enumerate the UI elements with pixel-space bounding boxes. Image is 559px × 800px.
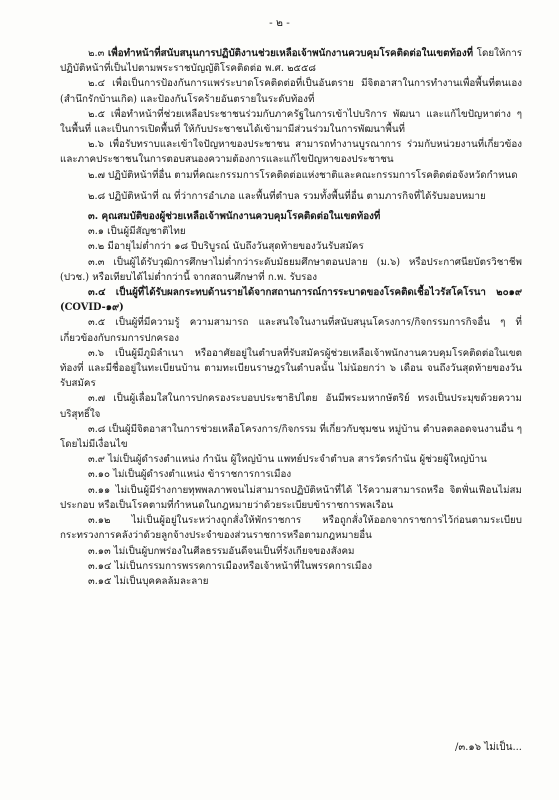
text-segment: ๓. คุณสมบัติของผู้ช่วยเหลือเจ้าพนักงานควบคุมโรคติดต่อในเขตท้องที่ (88, 211, 381, 223)
text-segment: ๒.๓ (88, 48, 108, 59)
paragraph-p10 (60, 255, 522, 285)
paragraph-p6 (60, 189, 522, 204)
paragraph-p13 (60, 346, 522, 392)
paragraph-p2 (60, 76, 522, 106)
text-segment: ๓.๑๒ ไม่เป็นผู้อยู่ในระหว่างถูกสั่งให้พักราชการ หรือถูกสั่งให้ออกจากราชการไว้ก่อนตามระเบียบกระทรวงการคลังว่าด้วยลูกจ้างประจำของส่วนราชการหรือตามกฎหมายอื่น (60, 515, 522, 542)
paragraph-p20 (60, 544, 522, 559)
paragraph-p4 (60, 137, 522, 167)
paragraph-p21 (60, 559, 522, 574)
paragraph-p18 (60, 483, 522, 513)
text-segment: ๒.๘ ปฏิบัติหน้าที่ ณ ที่ว่าการอำเภอ และพื้นที่ตำบล รวมทั้งพื้นที่อื่น ตามภารกิจที่ได้รับมอบหมาย (88, 190, 486, 202)
text-segment: ๓.๖ เป็นผู้มีภูมิลำเนา หรืออาศัยอยู่ในตำบลที่รับสมัครผู้ช่วยเหลือเจ้าพนักงานควบคุมโรคติดต่อในเขตท้องที่ และมีชื่ออยู่ในทะเบียนบ้าน ตามทะเบียนราษฎรในตำบลนั้น ไม่น้อยกว่า ๖ เดือน จนถึงวันสุดท้ายของวันรับสมัคร (60, 347, 522, 390)
text-segment: เพื่อทำหน้าที่สนับสนุนการปฏิบัติงานช่วยเหลือเจ้าพนักงานควบคุมโรคติดต่อในเขตท้องที่ (107, 48, 474, 59)
paragraph-p17 (60, 467, 522, 482)
text-segment: ๓.๑๑ ไม่เป็นผู้มีร่างกายทุพพลภาพจนไม่สามารถปฏิบัติหน้าที่ได้ ไร้ความสามารถหรือ จิตฟั่นเฟือนไม่สมประกอบ หรือเป็นโรคตามที่กำหนดในกฎหมายว่าด้วยระเบียบข้าราชการพลเรือน (60, 484, 522, 511)
text-segment: ๓.๙ ไม่เป็นผู้ดำรงตำแหน่ง กำนัน ผู้ใหญ่บ้าน แพทย์ประจำตำบล สารวัตรกำนัน ผู้ช่วยผู้ใหญ่บ้าน (88, 454, 487, 466)
text-segment: ๓.๑ เป็นผู้มีสัญชาติไทย (88, 226, 186, 238)
paragraph-p12 (60, 315, 522, 345)
continuation-note: /๓.๑๖ ไม่เป็น... (454, 742, 522, 753)
text-segment: ๒.๕ เพื่อทำหน้าที่ช่วยเหลือประชาชนร่วมกับภาครัฐในการเข้าไปบริการ พัฒนา และแก้ไขปัญหาต่าง ๆ ในพื้นที่ และเป็นการเปิดพื้นที่ ให้กับประชาชนได้เข้ามามีส่วนร่วมในการพัฒนาพื้นที่ (60, 108, 522, 136)
text-segment: ๓.๓ เป็นผู้ได้รับวุฒิการศึกษาไม่ต่ำกว่าระดับมัธยมศึกษาตอนปลาย (ม.๖) หรือประกาศนียบัตรวิชาชีพ (ปวช.) หรือเทียบได้ไม่ต่ำกว่านี้ จากสถานศึกษาที่ ก.พ. รับรอง (60, 256, 522, 283)
paragraph-p9 (60, 239, 522, 254)
text-segment: ๓.๑๐ ไม่เป็นผู้ดำรงตำแหน่ง ข้าราชการการเมือง (88, 469, 292, 481)
paragraph-p14 (60, 391, 522, 421)
text-segment: ๓.๔ เป็นผู้ที่ได้รับผลกระทบด้านรายได้จากสถานการณ์การระบาดของโรคติดเชื้อไวรัสโคโรนา ๒๐๑๙ (COVID-๑๙) (60, 287, 522, 314)
paragraph-p11 (60, 285, 522, 315)
text-segment: ๒.๗ ปฏิบัติหน้าที่อื่น ตามที่คณะกรรมการโรคติดต่อแห่งชาติและคณะกรรมการโรคติดต่อจังหวัดกำหนด (88, 169, 518, 181)
text-segment: โดยให้การปฏิบัติหน้าที่เป็นไปตามพระราชบัญญัติโรคติดต่อ พ.ศ. ๒๕๕๘ (60, 48, 523, 75)
paragraph-p15 (60, 422, 522, 452)
text-segment: ๓.๒ มีอายุไม่ต่ำกว่า ๑๘ ปีบริบูรณ์ นับถึงวันสุดท้ายของวันรับสมัคร (88, 241, 364, 253)
paragraph-p3 (60, 107, 522, 137)
paragraph-p5 (60, 168, 522, 183)
paragraph-p8 (60, 224, 522, 239)
text-segment: ๓.๘ เป็นผู้มีจิตอาสาในการช่วยเหลือโครงการ/กิจกรรม ที่เกี่ยวกับชุมชน หมู่บ้าน ตำบลตลอดจนงานอื่น ๆ โดยไม่มีเงื่อนไข (60, 423, 522, 451)
text-segment: ๓.๑๓ ไม่เป็นผู้บกพร่องในศีลธรรมอันดีจนเป็นที่รังเกียจของสังคม (88, 545, 355, 557)
document-body (60, 46, 522, 589)
text-segment: ๓.๑๕ ไม่เป็นบุคคลล้มละลาย (88, 575, 209, 587)
text-segment: ๒.๔ เพื่อเป็นการป้องกันการแพร่ระบาดโรคติดต่อที่เป็นอันตราย มีจิตอาสาในการทำงานเพื่อพื้นที่ตนเอง (สำนึกรักบ้านเกิด) และป้องกันโรคร้ายอันตรายในระดับท้องที่ (60, 78, 522, 105)
text-segment: ๓.๗ เป็นผู้เลื่อมใสในการปกครองระบอบประชาธิปไตย อันมีพระมหากษัตริย์ ทรงเป็นประมุขด้วยความบริสุทธิ์ใจ (60, 393, 522, 420)
paragraph-p19 (60, 513, 522, 543)
text-segment: ๓.๕ เป็นผู้ที่มีความรู้ ความสามารถ และสนใจในงานที่สนับสนุนโครงการ/กิจกรรมการกิจอื่น ๆ ที่เกี่ยวข้องกับกรมการปกครอง (60, 317, 522, 344)
paragraph-p7 (60, 209, 522, 224)
page-number: - ๒ - (269, 17, 290, 29)
paragraph-p16 (60, 452, 522, 467)
paragraph-p22 (60, 574, 522, 589)
text-segment: ๓.๑๔ ไม่เป็นกรรมการพรรคการเมืองหรือเจ้าหน้าที่ในพรรคการเมือง (88, 560, 373, 572)
text-segment: ๒.๖ เพื่อรับทราบและเข้าใจปัญหาของประชาชน สามารถทำงานบูรณาการ ร่วมกับหน่วยงานที่เกี่ยวข้องและภาคประชาชนในการตอบสนองความต้องการและแก้ไขปัญหาของประชาชน (60, 139, 522, 166)
paragraph-p1 (60, 46, 522, 76)
